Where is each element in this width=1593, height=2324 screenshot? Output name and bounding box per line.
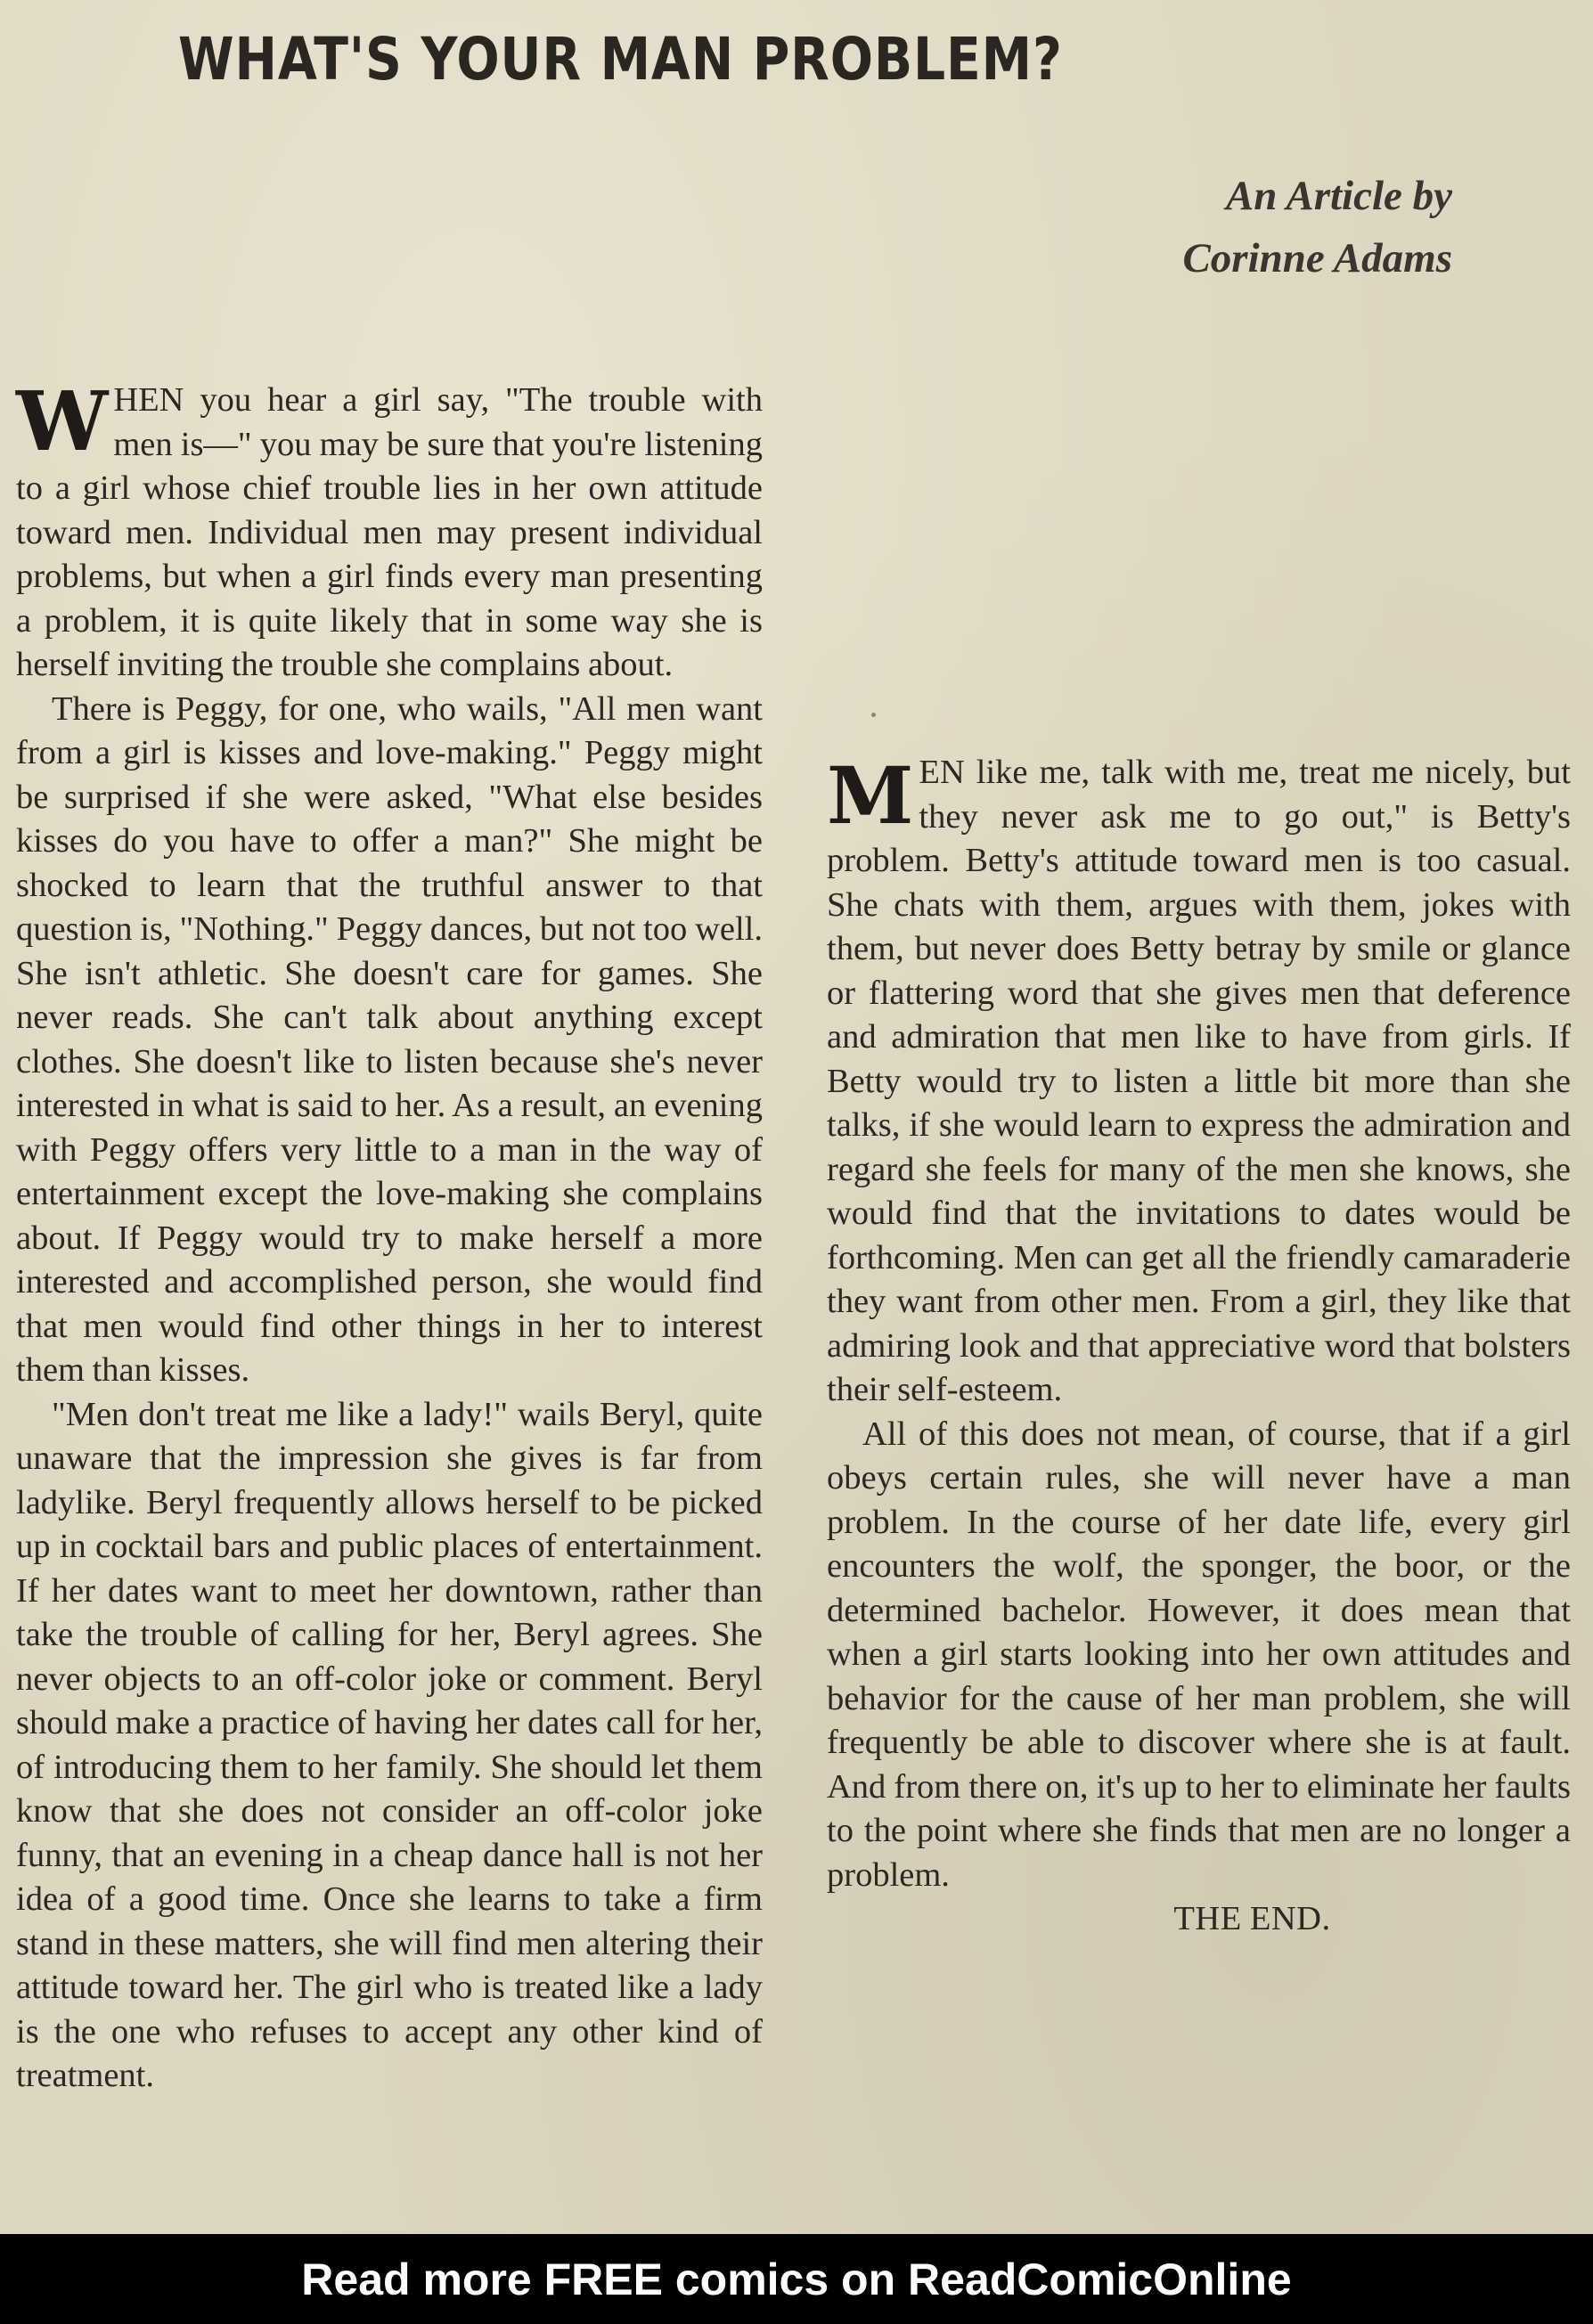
paragraph-betty-text: EN like me, talk with me, treat me nicely, but they never ask me to go out," is Betty's problem. Betty's attitude toward men is too casual. She chats with them, argues with them, jokes with them, but never does Betty betray by smile or glance or flattering word that she gives men that deference and admiration that men like to have from girls. If Betty would try to listen a little bit more than she talks, if she would learn to express the admiration and regard she feels for many of the men she knows, she would find that the invitations to dates would be forthcoming. Men can get all the friendly camaraderie they want from other men. From a girl, they like that admiring look and that appreciative word that bolsters their self-esteem. (827, 754, 1571, 1408)
footer-link-text[interactable]: Read more FREE comics on ReadComicOnline (301, 2254, 1292, 2304)
paragraph-conclusion: All of this does not mean, of course, that if a girl obeys certain rules, she will never have a man problem. In the course of her date life, every girl encounters the wolf, the sponger, the boor, or the determined bachelor. However, it does mean that when a girl starts looking into her own attitudes and behavior for the cause of her man problem, she will frequently be able to discover where she is at fault. And from there on, it's up to her to eliminate her faults to the point where she finds that men are no longer a problem. (827, 1415, 1571, 1894)
footer-banner[interactable] (0, 2234, 1593, 2324)
the-end-label: THE END. (1173, 1900, 1331, 1937)
drop-cap-w: W (16, 373, 109, 469)
article-byline (935, 165, 1452, 289)
paragraph-beryl: "Men don't treat me like a lady!" wails Beryl, quite unaware that the impression she gives is far from ladylike. Beryl frequently allows herself to be picked up in cocktail bars and public places of entertainment. If her dates want to meet her downtown, rather than take the trouble of calling for her, Beryl agrees. She never objects to an off-color joke or comment. Beryl should make a practice of having her dates call for her, of introducing them to her family. She should let them know that she does not consider an off-color joke funny, that an evening in a cheap dance hall is not her idea of a good time. Once she learns to take a firm stand in these matters, she will find men altering their attitude toward her. The girl who is treated like a lady is the one who refuses to accept any other kind of treatment. (16, 1395, 763, 2094)
right-column-spacer (827, 379, 1571, 673)
article-title: WHAT'S YOUR MAN PROBLEM? (178, 25, 1063, 94)
right-column (827, 379, 1571, 1942)
paragraph-intro-text: HEN you hear a girl say, "The trouble with men is—" you may be sure that you're listening to a girl whose chief trouble lies in her own attitude toward men. Individual men may present individual problems, but when a girl finds every man presenting a problem, it is quite likely that in some way she is herself inviting the trouble she complains about. (16, 381, 763, 683)
drop-cap-m: M (827, 749, 914, 842)
byline-author: Corinne Adams (1182, 235, 1452, 281)
paragraph-betty (827, 751, 1571, 1413)
byline-line-1: An Article by (1225, 173, 1452, 219)
left-column (16, 373, 763, 2099)
paragraph-peggy: There is Peggy, for one, who wails, "All men want from a girl is kisses and love-making." Peggy might be surprised if she were asked, "What else besides kisses do you have to offer a man?" She might be shocked to learn that the truthful answer to that question is, "Nothing." Peggy dances, but not too well. She isn't athletic. She doesn't care for games. She never reads. She can't talk about anything except clothes. She doesn't like to listen because she's never interested in what is said to her. As a result, an evening with Peggy offers very little to a man in the way of entertainment except the love-making she complains about. If Peggy would try to make herself a more interested and accomplished person, she would find that men would find other things in her to interest them than kisses. (16, 689, 763, 1389)
paragraph-intro (16, 373, 763, 688)
